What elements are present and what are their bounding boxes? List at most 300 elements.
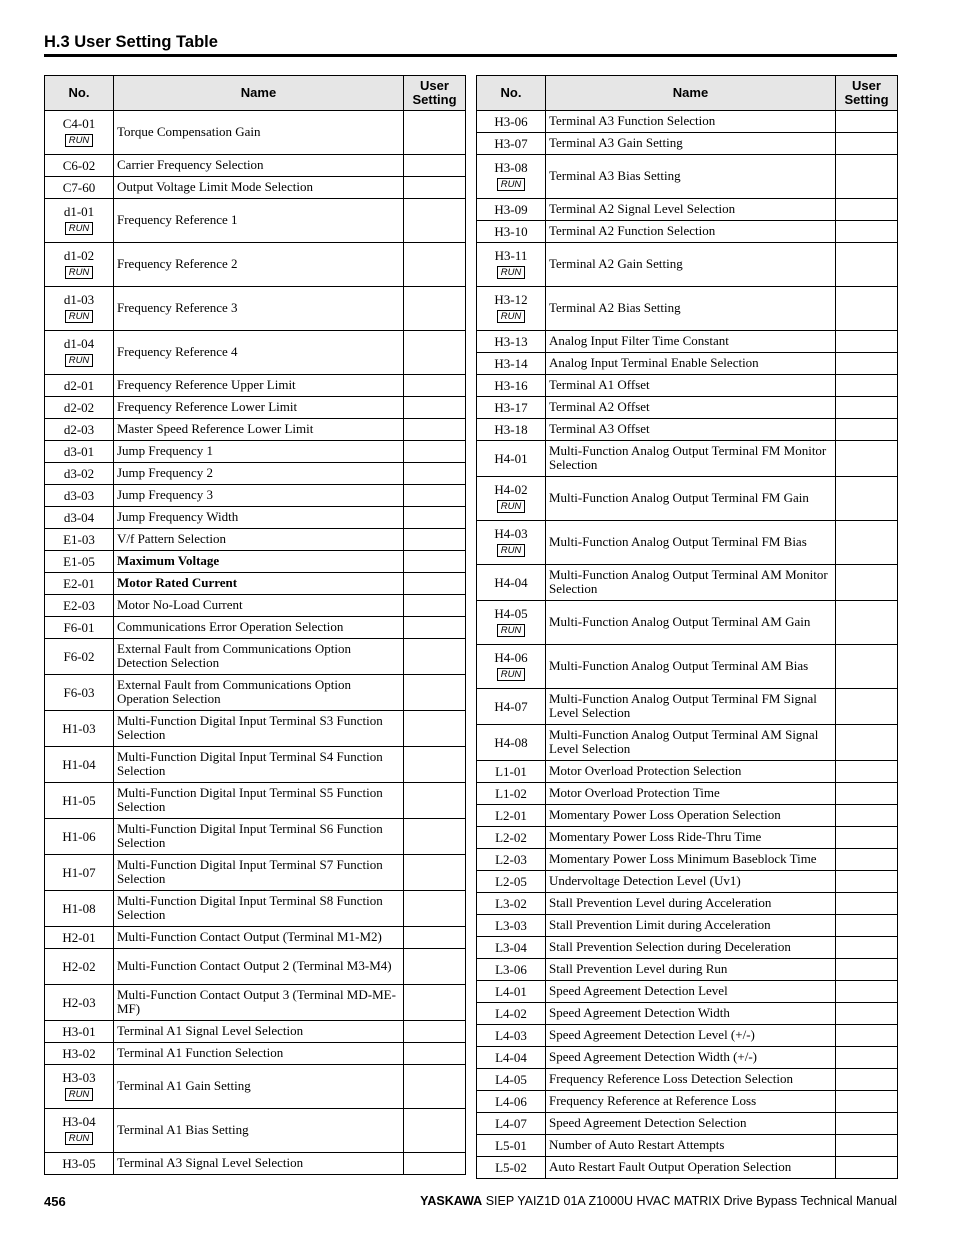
param-number-cell xyxy=(477,645,546,689)
user-setting-cell xyxy=(404,529,466,551)
param-number-cell xyxy=(477,199,546,221)
param-number: L1-02 xyxy=(495,785,527,801)
table-row xyxy=(45,287,466,331)
param-number-cell xyxy=(477,243,546,287)
table-row xyxy=(45,1153,466,1175)
user-setting-cell xyxy=(836,805,898,827)
param-number: L3-06 xyxy=(495,961,527,977)
param-number: H4-02 xyxy=(494,482,528,497)
param-name: Stall Prevention Level during Run xyxy=(546,959,836,981)
user-setting-cell xyxy=(404,287,466,331)
param-number-cell xyxy=(477,871,546,893)
param-number-cell xyxy=(477,601,546,645)
param-name: Multi-Function Analog Output Terminal FM Bias xyxy=(546,521,836,565)
user-setting-cell xyxy=(836,521,898,565)
header-user-setting xyxy=(836,76,898,111)
table-row xyxy=(477,893,898,915)
param-number: E1-03 xyxy=(63,531,95,547)
user-setting-cell xyxy=(404,891,466,927)
table-row xyxy=(477,937,898,959)
footer-manual-name: SIEP YAIZ1D 01A Z1000U HVAC MATRIX Drive Bypass Technical Manual xyxy=(485,1194,897,1208)
user-setting-cell xyxy=(836,1135,898,1157)
param-name: Frequency Reference Loss Detection Selection xyxy=(546,1069,836,1091)
user-setting-cell xyxy=(404,639,466,675)
table-row xyxy=(45,1109,466,1153)
param-name: Multi-Function Analog Output Terminal FM Monitor Selection xyxy=(546,441,836,477)
table-row xyxy=(477,725,898,761)
table-row xyxy=(45,1065,466,1109)
param-number: E1-05 xyxy=(63,553,95,569)
param-number-cell xyxy=(45,375,114,397)
param-number-cell xyxy=(45,711,114,747)
param-name: Momentary Power Loss Operation Selection xyxy=(546,805,836,827)
user-setting-cell xyxy=(836,565,898,601)
param-name: Multi-Function Digital Input Terminal S3 Function Selection xyxy=(114,711,404,747)
user-setting-cell xyxy=(404,463,466,485)
user-setting-cell xyxy=(836,441,898,477)
param-number-cell xyxy=(477,287,546,331)
param-number: C6-02 xyxy=(62,157,96,173)
footer-brand: YASKAWA xyxy=(420,1194,483,1208)
param-number: L4-05 xyxy=(495,1071,527,1087)
param-number: H1-03 xyxy=(62,720,96,736)
param-number: H3-06 xyxy=(494,113,528,129)
param-name: Speed Agreement Detection Selection xyxy=(546,1113,836,1135)
table-row xyxy=(477,1135,898,1157)
param-number: d3-02 xyxy=(63,465,95,481)
user-setting-cell xyxy=(404,177,466,199)
user-setting-cell xyxy=(836,477,898,521)
param-number: L5-02 xyxy=(495,1159,527,1175)
param-name: Multi-Function Digital Input Terminal S6 Function Selection xyxy=(114,819,404,855)
user-setting-cell xyxy=(836,937,898,959)
param-name: Frequency Reference Upper Limit xyxy=(114,375,404,397)
param-number: H3-16 xyxy=(494,377,528,393)
user-setting-cell xyxy=(404,1021,466,1043)
param-name: Motor Rated Current xyxy=(114,573,404,595)
param-number: H4-06 xyxy=(494,650,528,665)
table-row xyxy=(477,397,898,419)
param-number: H4-01 xyxy=(494,450,528,466)
param-number: H3-02 xyxy=(62,1045,96,1061)
param-number-cell xyxy=(477,1113,546,1135)
param-number: H4-03 xyxy=(494,526,528,541)
param-name: Undervoltage Detection Level (Uv1) xyxy=(546,871,836,893)
param-number-cell xyxy=(477,689,546,725)
param-name: Master Speed Reference Lower Limit xyxy=(114,419,404,441)
user-setting-cell xyxy=(836,155,898,199)
param-number-cell xyxy=(477,805,546,827)
param-name: Terminal A2 Gain Setting xyxy=(546,243,836,287)
user-setting-cell xyxy=(404,485,466,507)
table-row xyxy=(477,981,898,1003)
table-row xyxy=(45,111,466,155)
param-name: Speed Agreement Detection Level xyxy=(546,981,836,1003)
param-number-cell xyxy=(45,441,114,463)
param-number: d2-01 xyxy=(63,377,95,393)
table-row xyxy=(477,243,898,287)
param-number: L2-05 xyxy=(495,873,527,889)
user-setting-cell xyxy=(404,675,466,711)
user-setting-cell xyxy=(836,645,898,689)
param-number: E2-03 xyxy=(63,597,95,613)
user-setting-cell xyxy=(836,111,898,133)
param-number: H1-07 xyxy=(62,864,96,880)
header-name: Name xyxy=(546,76,836,111)
param-number: L4-02 xyxy=(495,1005,527,1021)
param-number-cell xyxy=(477,1135,546,1157)
param-name: Multi-Function Analog Output Terminal AM Signal Level Selection xyxy=(546,725,836,761)
param-number-cell xyxy=(45,507,114,529)
param-number-cell xyxy=(477,111,546,133)
param-name: Terminal A1 Signal Level Selection xyxy=(114,1021,404,1043)
param-number: E2-01 xyxy=(63,575,95,591)
param-number-cell xyxy=(45,985,114,1021)
param-number: H3-04 xyxy=(62,1114,96,1129)
param-number: L4-06 xyxy=(495,1093,527,1109)
param-number: H4-05 xyxy=(494,606,528,621)
user-setting-table-right xyxy=(476,75,898,1179)
param-name: Terminal A1 Bias Setting xyxy=(114,1109,404,1153)
table-header-row xyxy=(477,76,898,111)
table-row xyxy=(477,1091,898,1113)
param-number-cell xyxy=(45,783,114,819)
param-number-cell xyxy=(45,1065,114,1109)
param-name: Jump Frequency 2 xyxy=(114,463,404,485)
param-number: H3-09 xyxy=(494,201,528,217)
user-setting-table-left xyxy=(44,75,466,1175)
run-badge: RUN xyxy=(65,310,94,323)
param-number: d2-03 xyxy=(63,421,95,437)
param-number-cell xyxy=(45,463,114,485)
param-name: Torque Compensation Gain xyxy=(114,111,404,155)
param-number-cell xyxy=(45,243,114,287)
table-row xyxy=(477,331,898,353)
param-number-cell xyxy=(477,893,546,915)
user-setting-cell xyxy=(836,1157,898,1179)
user-setting-cell xyxy=(836,133,898,155)
table-body-right xyxy=(477,111,898,1179)
param-name: Multi-Function Digital Input Terminal S7 Function Selection xyxy=(114,855,404,891)
param-number: H3-18 xyxy=(494,421,528,437)
param-number-cell xyxy=(45,927,114,949)
param-number: H1-05 xyxy=(62,792,96,808)
user-setting-cell xyxy=(836,1003,898,1025)
header-user-line1: User xyxy=(420,78,449,93)
param-name: Terminal A3 Bias Setting xyxy=(546,155,836,199)
param-name: Multi-Function Analog Output Terminal AM Monitor Selection xyxy=(546,565,836,601)
table-body-left xyxy=(45,111,466,1175)
table-row xyxy=(45,441,466,463)
user-setting-cell xyxy=(404,419,466,441)
table-row xyxy=(477,827,898,849)
param-number-cell xyxy=(477,783,546,805)
param-number-cell xyxy=(477,441,546,477)
section-title: H.3 User Setting Table xyxy=(44,33,218,51)
param-number: L4-04 xyxy=(495,1049,527,1065)
user-setting-cell xyxy=(836,959,898,981)
param-number-cell xyxy=(477,1003,546,1025)
param-name: Analog Input Filter Time Constant xyxy=(546,331,836,353)
page-number: 456 xyxy=(44,1194,66,1209)
param-number-cell xyxy=(477,725,546,761)
param-number-cell xyxy=(45,595,114,617)
param-number: H3-10 xyxy=(494,223,528,239)
run-badge: RUN xyxy=(497,310,526,323)
param-name: Multi-Function Digital Input Terminal S5 Function Selection xyxy=(114,783,404,819)
user-setting-cell xyxy=(404,551,466,573)
param-name: Multi-Function Contact Output (Terminal M1-M2) xyxy=(114,927,404,949)
user-setting-cell xyxy=(836,689,898,725)
param-number-cell xyxy=(45,617,114,639)
run-badge: RUN xyxy=(497,500,526,513)
param-number-cell xyxy=(477,827,546,849)
param-name: Terminal A1 Gain Setting xyxy=(114,1065,404,1109)
user-setting-cell xyxy=(404,747,466,783)
param-number-cell xyxy=(45,199,114,243)
user-setting-cell xyxy=(836,849,898,871)
header-user-line2: Setting xyxy=(412,92,457,107)
param-number-cell xyxy=(45,1109,114,1153)
table-row xyxy=(477,783,898,805)
table-row xyxy=(477,375,898,397)
param-number: H3-14 xyxy=(494,355,528,371)
table-row xyxy=(45,711,466,747)
param-number-cell xyxy=(477,353,546,375)
table-row xyxy=(477,1157,898,1179)
table-row xyxy=(45,177,466,199)
param-number: L3-04 xyxy=(495,939,527,955)
param-name: Momentary Power Loss Minimum Baseblock Time xyxy=(546,849,836,871)
param-name: Frequency Reference 3 xyxy=(114,287,404,331)
param-number: L3-03 xyxy=(495,917,527,933)
param-number-cell xyxy=(45,419,114,441)
user-setting-cell xyxy=(836,331,898,353)
user-setting-cell xyxy=(404,1109,466,1153)
table-row xyxy=(45,419,466,441)
table-row xyxy=(477,1025,898,1047)
param-number-cell xyxy=(45,675,114,711)
param-number-cell xyxy=(45,747,114,783)
table-row xyxy=(477,199,898,221)
param-number: H1-06 xyxy=(62,828,96,844)
table-row xyxy=(477,959,898,981)
user-setting-cell xyxy=(836,601,898,645)
user-setting-cell xyxy=(404,155,466,177)
header-name: Name xyxy=(114,76,404,111)
user-setting-cell xyxy=(836,199,898,221)
table-row xyxy=(45,855,466,891)
param-name: External Fault from Communications Option Detection Selection xyxy=(114,639,404,675)
param-number-cell xyxy=(45,1153,114,1175)
user-setting-cell xyxy=(836,1025,898,1047)
param-name: Speed Agreement Detection Width xyxy=(546,1003,836,1025)
table-row xyxy=(45,675,466,711)
param-name: Frequency Reference Lower Limit xyxy=(114,397,404,419)
header-user-line1: User xyxy=(852,78,881,93)
param-number-cell xyxy=(477,419,546,441)
param-number-cell xyxy=(45,891,114,927)
header-user-line2: Setting xyxy=(844,92,889,107)
param-name: Terminal A3 Signal Level Selection xyxy=(114,1153,404,1175)
param-number-cell xyxy=(45,485,114,507)
param-number: H1-04 xyxy=(62,756,96,772)
param-number-cell xyxy=(477,155,546,199)
user-setting-cell xyxy=(836,419,898,441)
param-number-cell xyxy=(477,1091,546,1113)
param-number: H2-01 xyxy=(62,929,96,945)
table-row xyxy=(45,331,466,375)
table-row xyxy=(45,1021,466,1043)
run-badge: RUN xyxy=(65,266,94,279)
user-setting-cell xyxy=(404,711,466,747)
table-row xyxy=(45,819,466,855)
param-name: Terminal A3 Function Selection xyxy=(546,111,836,133)
param-number: F6-02 xyxy=(63,648,95,664)
table-row xyxy=(477,1113,898,1135)
param-number: H3-08 xyxy=(494,160,528,175)
param-number-cell xyxy=(477,133,546,155)
param-number: L1-01 xyxy=(495,763,527,779)
param-number: H3-07 xyxy=(494,135,528,151)
user-setting-cell xyxy=(404,595,466,617)
user-setting-cell xyxy=(404,1153,466,1175)
param-number: H4-08 xyxy=(494,734,528,750)
param-name: Multi-Function Analog Output Terminal AM Gain xyxy=(546,601,836,645)
param-number: L4-01 xyxy=(495,983,527,999)
param-number-cell xyxy=(45,1043,114,1065)
user-setting-cell xyxy=(404,397,466,419)
table-row xyxy=(477,689,898,725)
param-name: Frequency Reference at Reference Loss xyxy=(546,1091,836,1113)
user-setting-cell xyxy=(836,1069,898,1091)
param-number: d1-02 xyxy=(63,248,95,263)
param-number-cell xyxy=(45,155,114,177)
table-row xyxy=(477,849,898,871)
param-name: Terminal A2 Function Selection xyxy=(546,221,836,243)
run-badge: RUN xyxy=(497,178,526,191)
param-number: H2-03 xyxy=(62,994,96,1010)
user-setting-cell xyxy=(836,1113,898,1135)
user-setting-cell xyxy=(404,949,466,985)
user-setting-cell xyxy=(404,1065,466,1109)
user-setting-cell xyxy=(404,375,466,397)
table-row xyxy=(477,871,898,893)
table-row xyxy=(477,805,898,827)
param-name: Motor Overload Protection Selection xyxy=(546,761,836,783)
param-number-cell xyxy=(45,639,114,675)
user-setting-cell xyxy=(404,507,466,529)
param-number-cell xyxy=(45,949,114,985)
param-name: Output Voltage Limit Mode Selection xyxy=(114,177,404,199)
param-number-cell xyxy=(477,221,546,243)
table-row xyxy=(45,891,466,927)
param-number: L2-03 xyxy=(495,851,527,867)
param-number: H3-17 xyxy=(494,399,528,415)
user-setting-cell xyxy=(836,1091,898,1113)
user-setting-cell xyxy=(836,981,898,1003)
param-name: Momentary Power Loss Ride-Thru Time xyxy=(546,827,836,849)
table-row xyxy=(45,1043,466,1065)
user-setting-cell xyxy=(404,243,466,287)
table-row xyxy=(45,551,466,573)
param-number-cell xyxy=(45,397,114,419)
table-row xyxy=(45,639,466,675)
run-badge: RUN xyxy=(497,624,526,637)
param-number-cell xyxy=(45,529,114,551)
param-number: H3-05 xyxy=(62,1155,96,1171)
param-number-cell xyxy=(477,375,546,397)
user-setting-cell xyxy=(404,985,466,1021)
param-name: Multi-Function Digital Input Terminal S8 Function Selection xyxy=(114,891,404,927)
param-name: Terminal A3 Offset xyxy=(546,419,836,441)
param-name: Terminal A3 Gain Setting xyxy=(546,133,836,155)
header-no: No. xyxy=(477,76,546,111)
user-setting-cell xyxy=(404,199,466,243)
param-name: Number of Auto Restart Attempts xyxy=(546,1135,836,1157)
user-setting-cell xyxy=(404,819,466,855)
param-name: Maximum Voltage xyxy=(114,551,404,573)
table-row xyxy=(477,353,898,375)
param-number: L4-07 xyxy=(495,1115,527,1131)
table-row xyxy=(477,111,898,133)
table-row xyxy=(477,441,898,477)
param-name: Jump Frequency Width xyxy=(114,507,404,529)
param-number-cell xyxy=(45,287,114,331)
user-setting-cell xyxy=(404,1043,466,1065)
param-number: H3-03 xyxy=(62,1070,96,1085)
param-number-cell xyxy=(45,1021,114,1043)
param-number-cell xyxy=(477,1047,546,1069)
table-row xyxy=(477,915,898,937)
param-number-cell xyxy=(45,819,114,855)
param-number-cell xyxy=(477,1069,546,1091)
param-name: Jump Frequency 3 xyxy=(114,485,404,507)
user-setting-cell xyxy=(836,871,898,893)
param-name: Multi-Function Analog Output Terminal FM Gain xyxy=(546,477,836,521)
param-number-cell xyxy=(477,521,546,565)
param-number: H3-12 xyxy=(494,292,528,307)
user-setting-cell xyxy=(836,287,898,331)
param-number: H2-02 xyxy=(62,958,96,974)
param-number: C7-60 xyxy=(62,179,96,195)
param-number-cell xyxy=(45,855,114,891)
param-number-cell xyxy=(477,1025,546,1047)
table-row xyxy=(45,595,466,617)
param-number: d1-01 xyxy=(63,204,95,219)
param-number-cell xyxy=(45,331,114,375)
run-badge: RUN xyxy=(65,1132,94,1145)
param-number: C4-01 xyxy=(62,116,96,131)
user-setting-cell xyxy=(836,1047,898,1069)
param-number-cell xyxy=(477,849,546,871)
param-name: Multi-Function Contact Output 2 (Terminal M3-M4) xyxy=(114,949,404,985)
run-badge: RUN xyxy=(65,1088,94,1101)
header-user-setting xyxy=(404,76,466,111)
table-row xyxy=(477,287,898,331)
user-setting-cell xyxy=(836,761,898,783)
user-setting-cell xyxy=(404,783,466,819)
user-setting-cell xyxy=(836,783,898,805)
param-number: L5-01 xyxy=(495,1137,527,1153)
param-number: H3-13 xyxy=(494,333,528,349)
param-name: Terminal A2 Signal Level Selection xyxy=(546,199,836,221)
param-name: Terminal A1 Offset xyxy=(546,375,836,397)
param-number: L4-03 xyxy=(495,1027,527,1043)
table-row xyxy=(477,565,898,601)
param-number-cell xyxy=(477,761,546,783)
param-name: Frequency Reference 2 xyxy=(114,243,404,287)
